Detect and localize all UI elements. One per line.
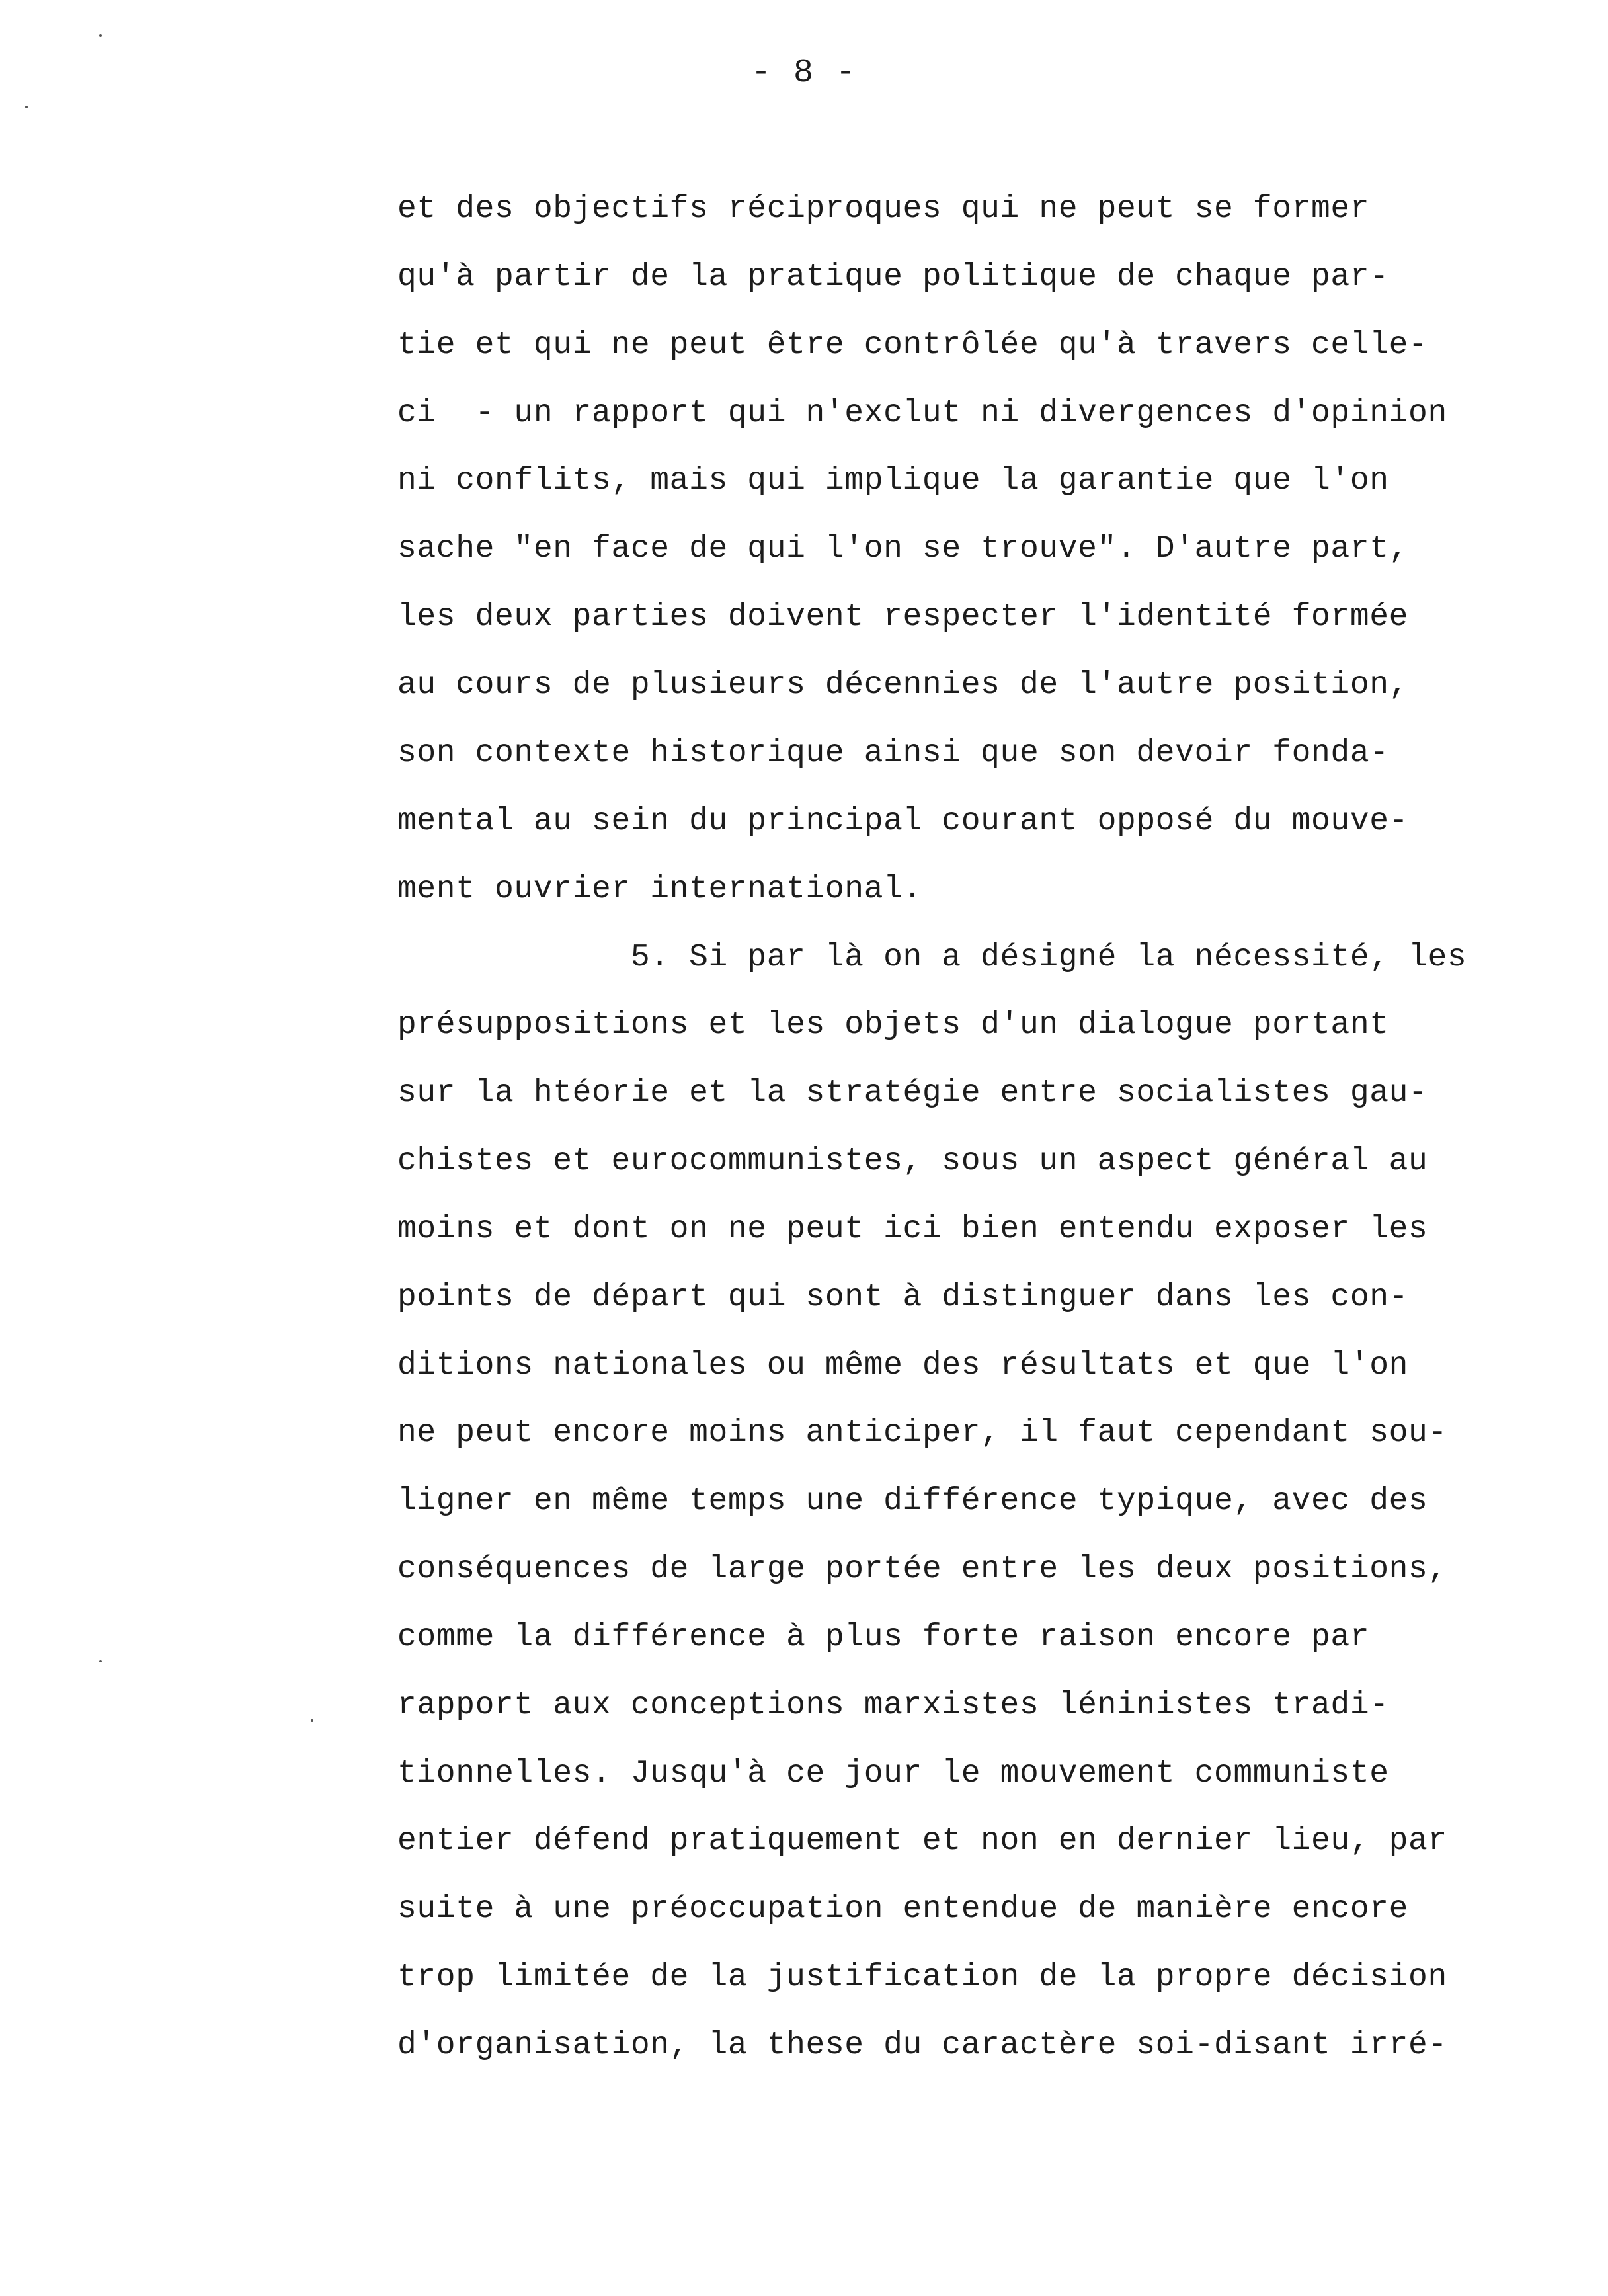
text-line: mental au sein du principal courant opposé du mouve- <box>397 803 1409 839</box>
text-line: tie et qui ne peut être contrôlée qu'à travers celle- <box>397 327 1428 363</box>
text-line: tionnelles. Jusqu'à ce jour le mouvement communiste <box>397 1756 1389 1791</box>
text-line: ne peut encore moins anticiper, il faut cependant sou- <box>397 1415 1447 1451</box>
text-line: points de départ qui sont à distinguer dans les con- <box>397 1280 1409 1315</box>
text-line: ni conflits, mais qui implique la garantie que l'on <box>397 463 1389 499</box>
text-line: ditions nationales ou même des résultats et que l'on <box>397 1348 1409 1383</box>
text-line: ci - un rapport qui n'exclut ni divergences d'opinion <box>397 395 1447 431</box>
text-line: sur la htéorie et la stratégie entre socialistes gau- <box>397 1075 1428 1111</box>
text-line: conséquences de large portée entre les deux positions, <box>397 1551 1447 1587</box>
scan-speck <box>311 1719 313 1722</box>
text-line: entier défend pratiquement et non en dernier lieu, par <box>397 1823 1447 1859</box>
text-line: son contexte historique ainsi que son devoir fonda- <box>397 735 1389 771</box>
text-line: d'organisation, la these du caractère soi-disant irré- <box>397 2028 1447 2063</box>
text-line: comme la différence à plus forte raison encore par <box>397 1620 1370 1655</box>
text-line: sache "en face de qui l'on se trouve". D'autre part, <box>397 531 1409 567</box>
text-line: chistes et eurocommunistes, sous un aspect général au <box>397 1143 1428 1179</box>
text-line: et des objectifs réciproques qui ne peut se former <box>397 191 1370 227</box>
text-line: trop limitée de la justification de la propre décision <box>397 1959 1447 1995</box>
text-line: ment ouvrier international. <box>397 872 922 907</box>
page-number: - 8 - <box>750 54 858 92</box>
scan-speck <box>99 34 102 37</box>
text-line: les deux parties doivent respecter l'identité formée <box>397 599 1409 635</box>
text-line: au cours de plusieurs décennies de l'autre position, <box>397 667 1409 703</box>
text-line: moins et dont on ne peut ici bien entendu exposer les <box>397 1211 1428 1247</box>
text-line: qu'à partir de la pratique politique de chaque par- <box>397 259 1389 295</box>
text-line: suite à une préoccupation entendue de manière encore <box>397 1891 1409 1927</box>
text-line: présuppositions et les objets d'un dialogue portant <box>397 1007 1389 1043</box>
text-line: rapport aux conceptions marxistes léninistes tradi- <box>397 1688 1389 1723</box>
scan-speck <box>25 106 28 108</box>
text-line: ligner en même temps une différence typique, avec des <box>397 1483 1428 1519</box>
scan-speck <box>99 1660 102 1662</box>
text-line: 5. Si par là on a désigné la nécessité, les <box>397 940 1467 975</box>
